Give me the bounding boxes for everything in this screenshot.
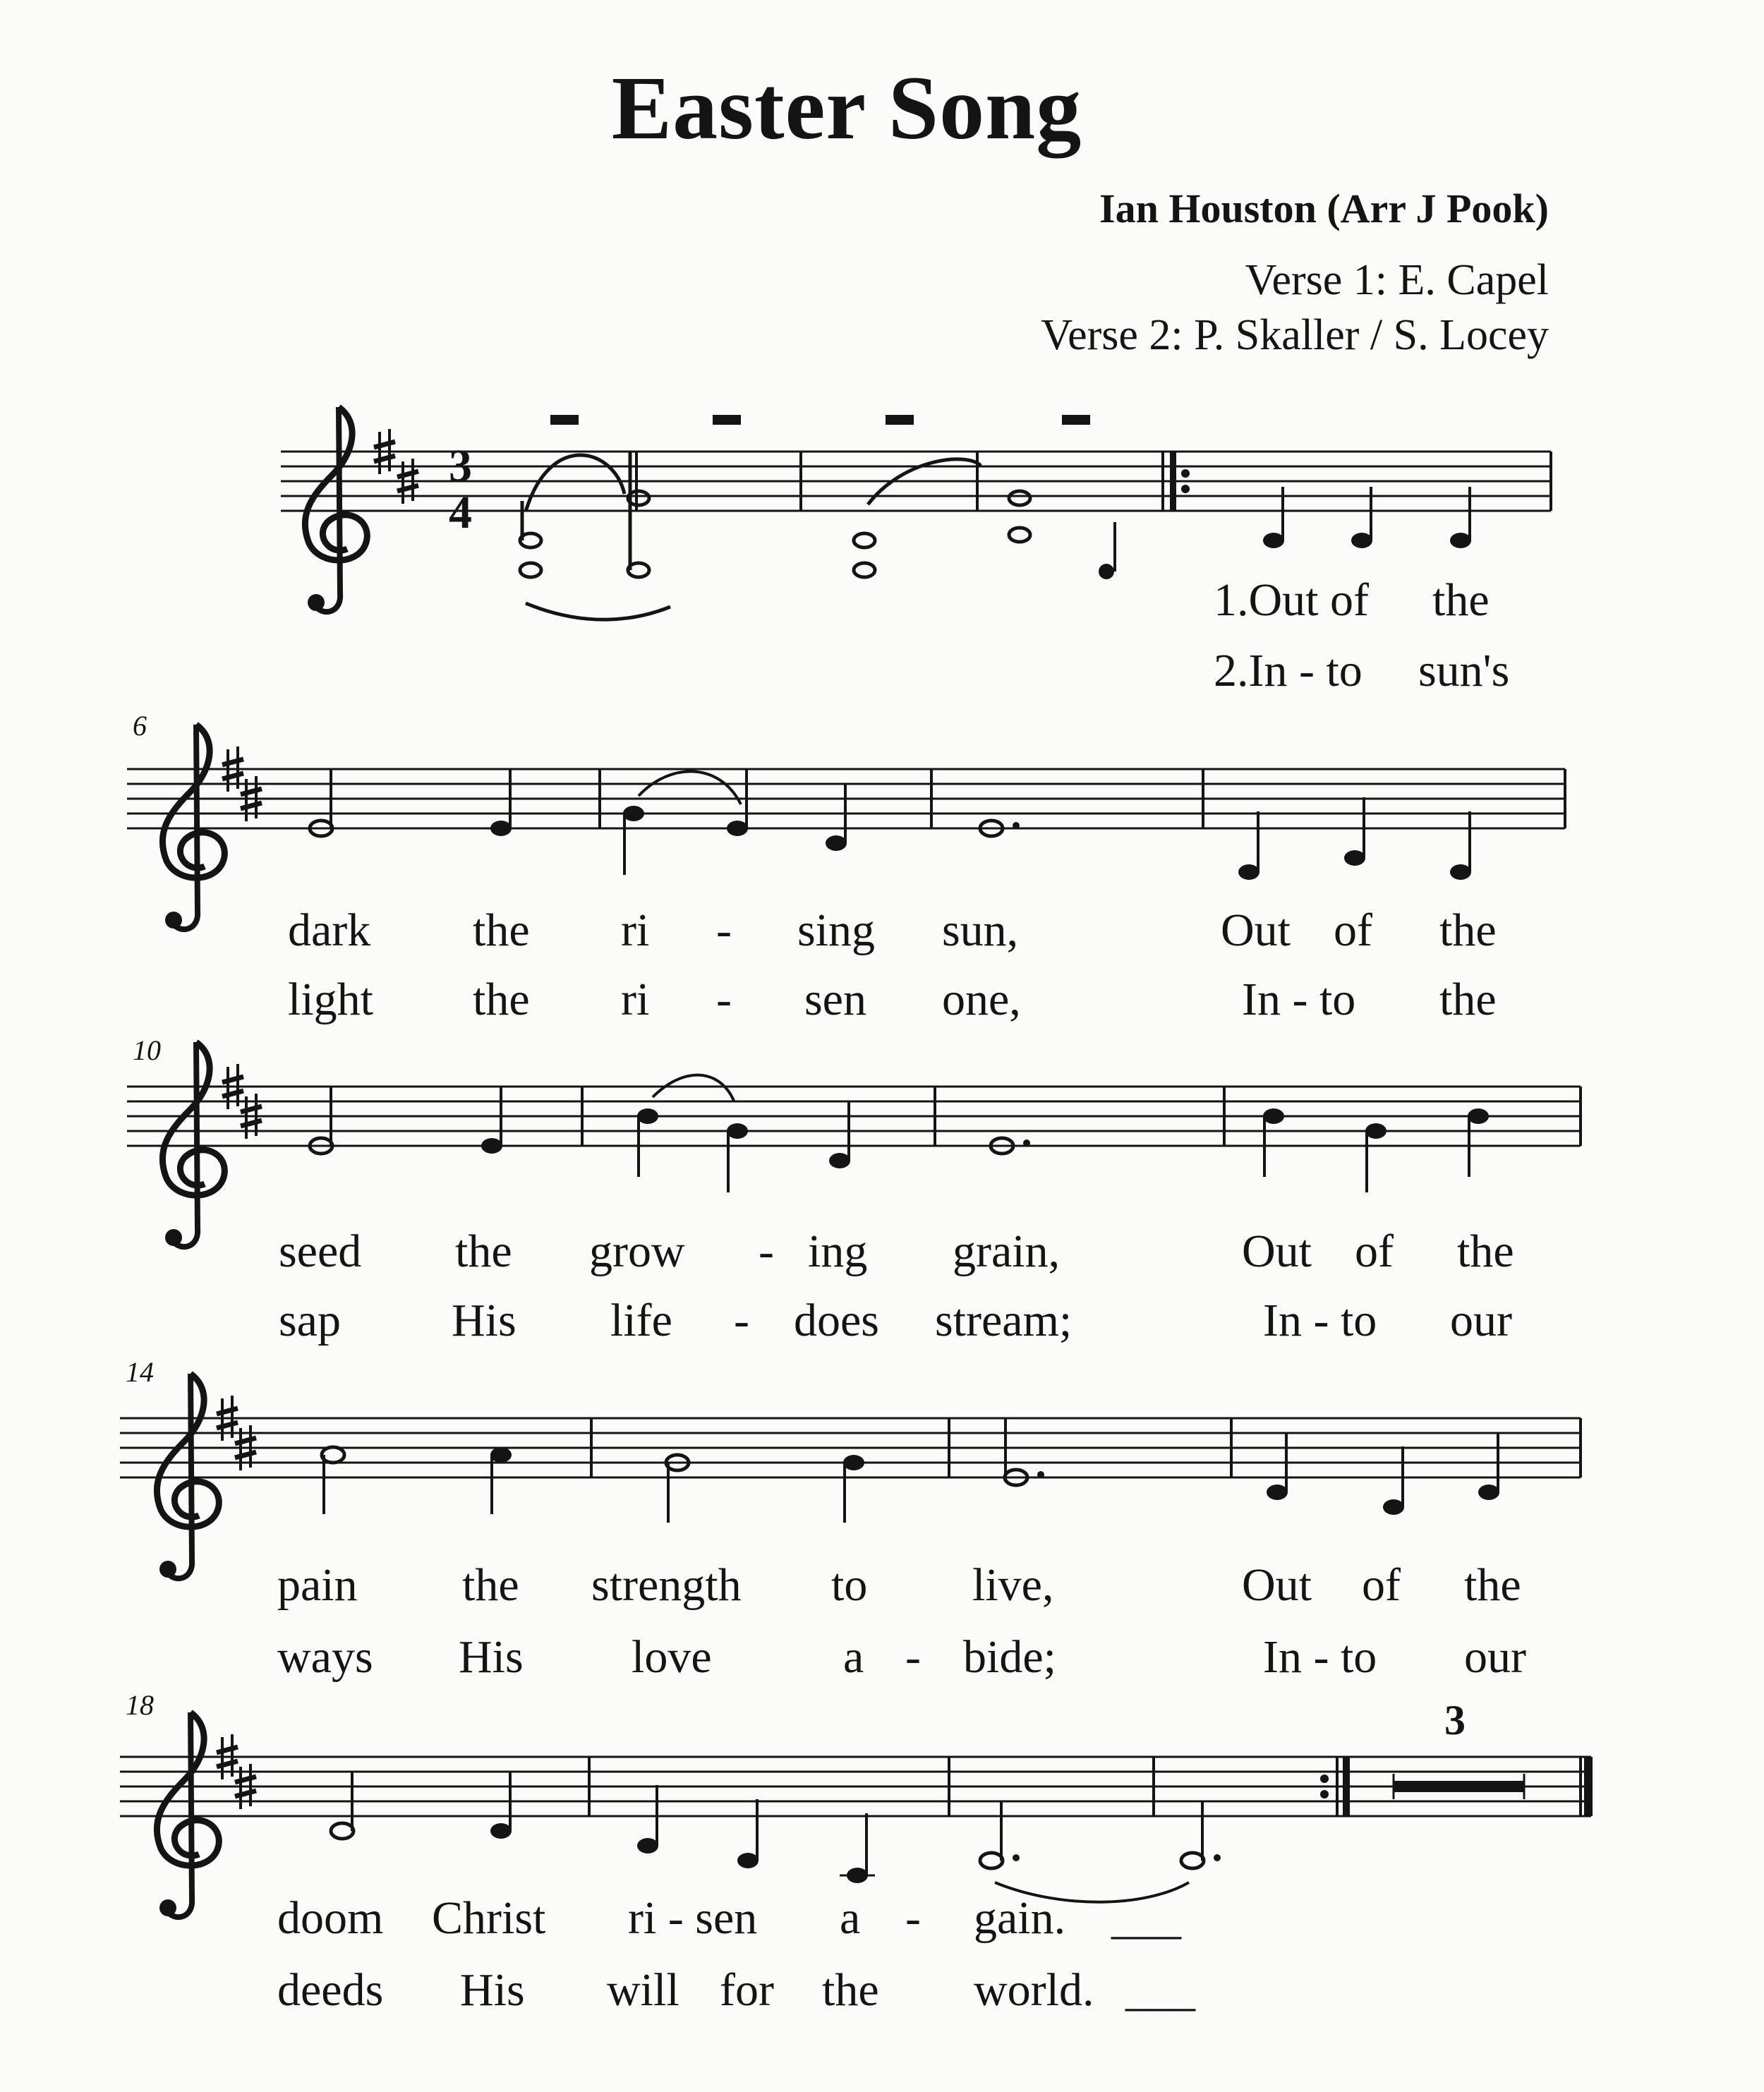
lyric: gain. xyxy=(974,1892,1066,1944)
lyric: sing xyxy=(797,905,876,956)
lyrics-system-2 xyxy=(288,905,1497,1025)
lyric: 2.In - to xyxy=(1214,645,1363,696)
lyric: one, xyxy=(942,974,1021,1025)
lyric: light xyxy=(288,974,374,1025)
measure-rests xyxy=(550,415,1090,425)
intro-notes xyxy=(520,452,1030,619)
system-5 xyxy=(120,1689,1593,2016)
lyric: In - to xyxy=(1263,1631,1377,1683)
lyric: Out xyxy=(1221,905,1291,956)
lyric: ri xyxy=(621,974,650,1025)
lyric: of xyxy=(1362,1559,1401,1611)
measure-number: 18 xyxy=(126,1689,154,1721)
lyric: to xyxy=(831,1559,868,1611)
composer-credit: Ian Houston (Arr J Pook) xyxy=(1099,186,1549,231)
treble-clef-icon xyxy=(162,725,224,929)
lyric: our xyxy=(1450,1295,1512,1346)
lyric: ___ xyxy=(1111,1892,1181,1944)
lyrics-system-4 xyxy=(277,1559,1526,1683)
time-signature-top: 3 xyxy=(449,440,472,492)
lyric: a xyxy=(840,1892,861,1944)
lyric: sun, xyxy=(942,905,1019,956)
lyric: Out xyxy=(1242,1226,1312,1277)
notes-m5 xyxy=(1263,533,1471,548)
lyric: the xyxy=(1439,974,1497,1025)
measure-number: 6 xyxy=(133,710,147,742)
lyric: His xyxy=(459,1631,524,1683)
treble-clef-icon xyxy=(305,407,367,612)
lyric: sun's xyxy=(1418,645,1510,696)
system-1 xyxy=(281,407,1551,696)
treble-clef-icon xyxy=(157,1712,219,1917)
lyric: the xyxy=(473,974,530,1025)
system-2 xyxy=(127,710,1565,1025)
lyric: ing xyxy=(808,1226,868,1277)
lyric: love xyxy=(632,1631,712,1683)
lyric: In - to xyxy=(1263,1295,1377,1346)
measure-number: 10 xyxy=(133,1034,161,1066)
lyric: life xyxy=(610,1295,672,1346)
system-4 xyxy=(120,1356,1581,1683)
lyric: - xyxy=(905,1631,921,1683)
song-title: Easter Song xyxy=(611,58,1082,158)
system-3 xyxy=(127,1034,1581,1346)
measure-number: 14 xyxy=(126,1356,154,1388)
lyric: His xyxy=(452,1295,516,1346)
rest-count: 3 xyxy=(1444,1697,1466,1743)
lyric: seed xyxy=(279,1226,362,1277)
lyric: sen xyxy=(804,974,866,1025)
notes-system-2 xyxy=(310,769,1471,880)
lyric: In - to xyxy=(1242,974,1356,1025)
lyrics-system-5 xyxy=(277,1892,1196,2016)
lyrics-system-3 xyxy=(279,1226,1514,1346)
lyric: Out xyxy=(1242,1559,1312,1611)
lyric: world. xyxy=(974,1964,1094,2016)
lyric: the xyxy=(455,1226,512,1277)
lyric: ri xyxy=(621,905,650,956)
lyric: doom xyxy=(277,1892,384,1944)
multi-measure-rest xyxy=(1394,1781,1524,1792)
lyric: - xyxy=(734,1295,749,1346)
lyric: bide; xyxy=(963,1631,1056,1683)
lyric: our xyxy=(1464,1631,1526,1683)
lyric: stream; xyxy=(935,1295,1073,1346)
notes-system-3 xyxy=(310,1075,1489,1192)
lyric: ri - sen xyxy=(628,1892,758,1944)
lyric: the xyxy=(1432,574,1490,626)
lyric: - xyxy=(905,1892,921,1944)
lyric: will xyxy=(607,1964,679,2016)
lyric: Christ xyxy=(432,1892,546,1944)
lyric: grow xyxy=(589,1226,685,1277)
lyric: dark xyxy=(288,905,371,956)
lyric: 1.Out of xyxy=(1214,574,1369,626)
lyric: the xyxy=(1439,905,1497,956)
lyric: of xyxy=(1334,905,1372,956)
lyric: - xyxy=(759,1226,774,1277)
lyric: - xyxy=(716,974,732,1025)
verse-2-credit: Verse 2: P. Skaller / S. Locey xyxy=(1041,311,1549,359)
lyric: a xyxy=(843,1631,864,1683)
lyric: - xyxy=(716,905,732,956)
lyric: does xyxy=(794,1295,879,1346)
lyric: grain, xyxy=(953,1226,1061,1277)
lyric: the xyxy=(1457,1226,1514,1277)
time-signature-bottom: 4 xyxy=(449,487,472,538)
treble-clef-icon xyxy=(162,1042,224,1247)
lyric: of xyxy=(1355,1226,1394,1277)
lyric: pain xyxy=(277,1559,358,1611)
lyric: for xyxy=(720,1964,774,2016)
lyric: the xyxy=(462,1559,519,1611)
lyric: the xyxy=(473,905,530,956)
lyric: His xyxy=(460,1964,525,2016)
lyric: live, xyxy=(972,1559,1054,1611)
treble-clef-icon xyxy=(157,1374,219,1578)
lyric: the xyxy=(1464,1559,1521,1611)
lyric: strength xyxy=(591,1559,742,1611)
lyric: ___ xyxy=(1125,1964,1195,2016)
verse-1-credit: Verse 1: E. Capel xyxy=(1245,256,1549,304)
lyric: deeds xyxy=(277,1964,384,2016)
lyric: ways xyxy=(277,1631,373,1683)
lyric: the xyxy=(822,1964,879,2016)
lyric: sap xyxy=(279,1295,341,1346)
